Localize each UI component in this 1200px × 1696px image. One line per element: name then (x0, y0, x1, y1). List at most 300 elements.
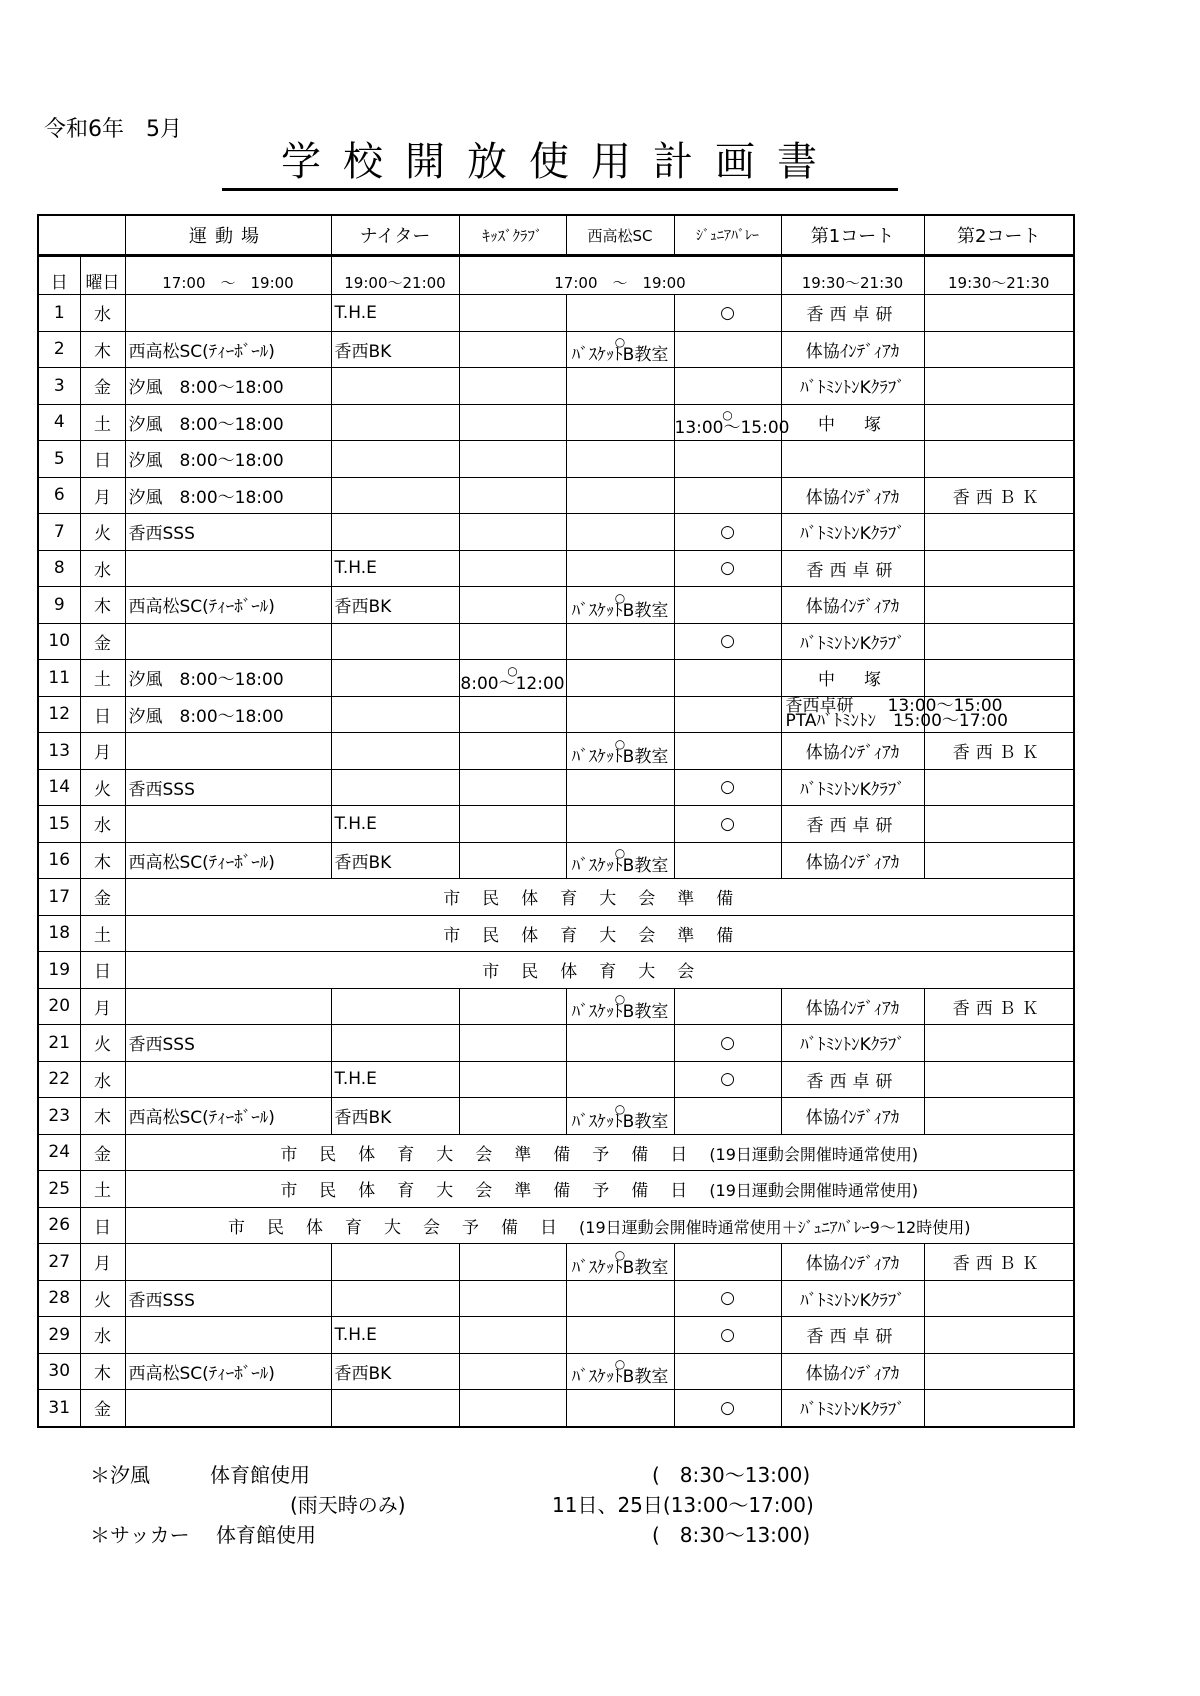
day-cell: 21 (38, 1025, 80, 1062)
kids-cell (459, 1353, 566, 1390)
junior-volley-cell: ○ (674, 623, 781, 660)
court2-cell (924, 1280, 1074, 1317)
day-cell: 9 (38, 587, 80, 624)
court1-cell: ﾊﾞﾄﾐﾝﾄﾝKｸﾗﾌﾞ (781, 1280, 924, 1317)
weekday-cell: 金 (80, 1390, 125, 1427)
court2-cell: 香西ＢＫ (924, 988, 1074, 1025)
weekday-cell: 日 (80, 441, 125, 478)
junior-volley-cell (674, 660, 781, 697)
ground-cell (125, 733, 331, 770)
table-row (38, 806, 1074, 843)
day-cell: 7 (38, 514, 80, 551)
day-cell: 29 (38, 1317, 80, 1354)
ground-cell: 汐風 8:00～18:00 (125, 660, 331, 697)
court2-cell (924, 1390, 1074, 1427)
weekday-cell: 日 (80, 696, 125, 733)
court2-cell (924, 769, 1074, 806)
court1-cell: 香西卓研 (781, 1317, 924, 1354)
junior-volley-cell (674, 1098, 781, 1135)
kids-cell (459, 477, 566, 514)
sc-cell (566, 1317, 674, 1354)
sc-cell: ○ ﾊﾞｽｹｯﾄB教室 (566, 842, 674, 879)
kids-cell (459, 842, 566, 879)
weekday-cell: 土 (80, 660, 125, 697)
table-row (38, 1317, 1074, 1354)
col-nishitakamatsu: 西高松SC (566, 215, 674, 256)
junior-volley-cell (674, 696, 781, 733)
court2-cell (924, 1061, 1074, 1098)
note-soccer-time: ( 8:30～13:00) (652, 1523, 811, 1547)
ground-cell: 香西SSS (125, 1025, 331, 1062)
court2-cell (924, 1353, 1074, 1390)
col-ground: 運動場 (125, 215, 331, 256)
court1-cell: 体協ｲﾝﾃﾞｨｱｶ (781, 1353, 924, 1390)
table-row (38, 769, 1074, 806)
weekday-cell: 水 (80, 295, 125, 332)
sc-cell (566, 368, 674, 405)
day-cell: 26 (38, 1207, 80, 1244)
court1-cell: 香西卓研 (781, 1061, 924, 1098)
weekday-cell: 木 (80, 1098, 125, 1135)
junior-volley-cell (674, 842, 781, 879)
kids-time: 8:00～12:00 (460, 673, 565, 694)
event-cell (125, 915, 1074, 952)
sc-label: ﾊﾞｽｹｯﾄB教室 (571, 345, 669, 366)
nighter-cell (331, 514, 459, 551)
weekday-cell: 木 (80, 331, 125, 368)
junior-volley-cell: ○ (674, 1061, 781, 1098)
ground-cell (125, 1061, 331, 1098)
weekday-cell: 水 (80, 1061, 125, 1098)
table-row (38, 477, 1074, 514)
court2-cell (924, 1098, 1074, 1135)
weekday-cell: 月 (80, 477, 125, 514)
header-row (38, 215, 1074, 256)
weekday-cell: 水 (80, 550, 125, 587)
weekday-cell: 日 (80, 952, 125, 989)
table-row (38, 404, 1074, 441)
sc-label: ﾊﾞｽｹｯﾄB教室 (571, 856, 669, 877)
sc-cell (566, 623, 674, 660)
kids-cell (459, 368, 566, 405)
sc-cell (566, 514, 674, 551)
nighter-cell: T.H.E (331, 1061, 459, 1098)
junior-volley-cell (674, 368, 781, 405)
event-cell (125, 1207, 1074, 1244)
table-row (38, 1098, 1074, 1135)
sc-cell (566, 1390, 674, 1427)
ground-cell: 西高松SC(ﾃｨｰﾎﾞｰﾙ) (125, 1353, 331, 1390)
weekday-cell: 金 (80, 368, 125, 405)
court2-cell (924, 295, 1074, 332)
day-cell: 17 (38, 879, 80, 916)
weekday-cell: 木 (80, 1353, 125, 1390)
sc-cell (566, 441, 674, 478)
ground-cell: 西高松SC(ﾃｨｰﾎﾞｰﾙ) (125, 842, 331, 879)
weekday-cell: 火 (80, 1280, 125, 1317)
table-row (38, 1280, 1074, 1317)
sc-cell (566, 550, 674, 587)
court1-cell: ﾊﾞﾄﾐﾝﾄﾝKｸﾗﾌﾞ (781, 1025, 924, 1062)
table-row (38, 1207, 1074, 1244)
ground-cell: 香西SSS (125, 1280, 331, 1317)
ground-cell (125, 1390, 331, 1427)
sc-label: ﾊﾞｽｹｯﾄB教室 (571, 1257, 669, 1278)
junior-volley-cell: ○ (674, 1280, 781, 1317)
weekday-header: 曜日 (80, 256, 125, 295)
weekday-cell: 土 (80, 404, 125, 441)
junior-volley-cell: ○ (674, 514, 781, 551)
table-row (38, 988, 1074, 1025)
nighter-cell (331, 1280, 459, 1317)
event-cell (125, 1134, 1074, 1171)
ground-cell (125, 1317, 331, 1354)
weekday-cell: 金 (80, 1134, 125, 1171)
weekday-cell: 水 (80, 806, 125, 843)
sc-cell: ○ ﾊﾞｽｹｯﾄB教室 (566, 331, 674, 368)
kids-cell (459, 1280, 566, 1317)
junior-volley-cell: ○ (674, 295, 781, 332)
kids-cell (459, 587, 566, 624)
event-title: 市民体育大会準備 (443, 889, 756, 910)
kids-cell (459, 769, 566, 806)
junior-volley-cell (674, 1244, 781, 1281)
note-shiokaze-time: ( 8:30～13:00) (652, 1463, 811, 1487)
kids-cell (459, 441, 566, 478)
sc-label: ﾊﾞｽｹｯﾄB教室 (571, 1002, 669, 1023)
header-blank (38, 215, 125, 256)
court1-cell: 香西卓研 (781, 550, 924, 587)
event-title: 市民体育大会 (482, 962, 717, 983)
sc-cell: ○ ﾊﾞｽｹｯﾄB教室 (566, 587, 674, 624)
junior-volley-cell: ○ (674, 769, 781, 806)
sc-cell (566, 696, 674, 733)
sc-cell: ○ ﾊﾞｽｹｯﾄB教室 (566, 988, 674, 1025)
nighter-cell: 香西BK (331, 842, 459, 879)
event-title: 市民体育大会準備 (443, 925, 756, 946)
nighter-time: 19:00～21:00 (331, 256, 459, 295)
sc-cell (566, 477, 674, 514)
junior-volley-cell (674, 477, 781, 514)
table-row (38, 842, 1074, 879)
day-cell: 10 (38, 623, 80, 660)
kids-cell (459, 696, 566, 733)
court2-time: 19:30～21:30 (924, 256, 1074, 295)
court2-cell (924, 623, 1074, 660)
table-row (38, 1390, 1074, 1427)
schedule-table (37, 214, 1075, 1428)
kids-sc-time: 17:00 ～ 19:00 (459, 256, 781, 295)
court1-cell: 香西卓研 13:00～15:00 PTAﾊﾞﾄﾐﾝﾄﾝ 15:00～17:00 (781, 696, 924, 733)
note-rain: (雨天時のみ) (290, 1493, 406, 1517)
day-cell: 20 (38, 988, 80, 1025)
day-cell: 6 (38, 477, 80, 514)
court2-cell (924, 514, 1074, 551)
junior-volley-cell: ○ (674, 806, 781, 843)
court1-cell: 香西卓研 (781, 806, 924, 843)
court1-cell: 体協ｲﾝﾃﾞｨｱｶ (781, 1244, 924, 1281)
sc-cell: ○ ﾊﾞｽｹｯﾄB教室 (566, 1353, 674, 1390)
court2-cell (924, 331, 1074, 368)
court1-cell: 体協ｲﾝﾃﾞｨｱｶ (781, 587, 924, 624)
event-title: 市民体育大会予備日 (228, 1217, 580, 1238)
court1-cell: 体協ｲﾝﾃﾞｨｱｶ (781, 842, 924, 879)
sc-cell (566, 404, 674, 441)
court1-cell: 体協ｲﾝﾃﾞｨｱｶ (781, 477, 924, 514)
kids-cell (459, 1317, 566, 1354)
table-row (38, 660, 1074, 697)
table-row (38, 1244, 1074, 1281)
kids-cell (459, 550, 566, 587)
day-cell: 3 (38, 368, 80, 405)
sc-label: ﾊﾞｽｹｯﾄB教室 (571, 600, 669, 621)
court1-cell: ﾊﾞﾄﾐﾝﾄﾝKｸﾗﾌﾞ (781, 1390, 924, 1427)
sc-cell (566, 660, 674, 697)
day-cell: 27 (38, 1244, 80, 1281)
court2-cell (924, 806, 1074, 843)
court2-cell (924, 404, 1074, 441)
col-junior-volley: ｼﾞｭﾆｱﾊﾞﾚｰ (674, 215, 781, 256)
table-row (38, 550, 1074, 587)
event-cell (125, 1171, 1074, 1208)
ground-cell: 汐風 8:00～18:00 (125, 477, 331, 514)
weekday-cell: 月 (80, 988, 125, 1025)
ground-cell (125, 295, 331, 332)
sc-cell: ○ ﾊﾞｽｹｯﾄB教室 (566, 1098, 674, 1135)
kids-cell (459, 623, 566, 660)
court2-cell (924, 842, 1074, 879)
kids-cell (459, 806, 566, 843)
court1-cell: ﾊﾞﾄﾐﾝﾄﾝKｸﾗﾌﾞ (781, 769, 924, 806)
table-row (38, 623, 1074, 660)
nighter-cell (331, 988, 459, 1025)
kids-cell (459, 988, 566, 1025)
nighter-cell: T.H.E (331, 806, 459, 843)
junior-volley-cell: ○ (674, 550, 781, 587)
kids-cell (459, 331, 566, 368)
court1-cell: 中 塚 (781, 404, 924, 441)
ground-cell: 香西SSS (125, 769, 331, 806)
weekday-cell: 水 (80, 1317, 125, 1354)
col-court2: 第2コート (924, 215, 1074, 256)
table-row (38, 733, 1074, 770)
nighter-cell (331, 623, 459, 660)
day-cell: 2 (38, 331, 80, 368)
footer-notes (90, 1460, 1090, 1550)
nighter-cell: T.H.E (331, 550, 459, 587)
court1-cell: 体協ｲﾝﾃﾞｨｱｶ (781, 331, 924, 368)
court1-cell: ﾊﾞﾄﾐﾝﾄﾝKｸﾗﾌﾞ (781, 514, 924, 551)
nighter-cell: 香西BK (331, 1098, 459, 1135)
table-row (38, 587, 1074, 624)
court1-cell (781, 441, 924, 478)
time-row (38, 256, 1074, 295)
ground-cell (125, 988, 331, 1025)
court1-cell: 香西卓研 (781, 295, 924, 332)
day-cell: 16 (38, 842, 80, 879)
table-row (38, 915, 1074, 952)
court2-cell (924, 1025, 1074, 1062)
ground-cell: 汐風 8:00～18:00 (125, 368, 331, 405)
ground-cell: 西高松SC(ﾃｨｰﾎﾞｰﾙ) (125, 331, 331, 368)
day-cell: 8 (38, 550, 80, 587)
kids-cell (459, 1098, 566, 1135)
table-row (38, 295, 1074, 332)
ground-cell: 香西SSS (125, 514, 331, 551)
day-cell: 30 (38, 1353, 80, 1390)
junior-volley-cell: ○ (674, 1390, 781, 1427)
event-cell (125, 879, 1074, 916)
note-rain-time: 11日、25日(13:00～17:00) (552, 1493, 814, 1517)
kids-cell (459, 1025, 566, 1062)
nighter-cell: T.H.E (331, 1317, 459, 1354)
court2-cell: 香西ＢＫ (924, 477, 1074, 514)
junior-volley-cell (674, 988, 781, 1025)
nighter-cell (331, 1244, 459, 1281)
event-cell (125, 952, 1074, 989)
ground-cell: 西高松SC(ﾃｨｰﾎﾞｰﾙ) (125, 1098, 331, 1135)
day-cell: 11 (38, 660, 80, 697)
sc-cell (566, 806, 674, 843)
sc-cell (566, 769, 674, 806)
nighter-cell (331, 441, 459, 478)
table-row (38, 441, 1074, 478)
court2-cell (924, 1317, 1074, 1354)
table-row (38, 879, 1074, 916)
junior-time: 13:00～15:00 (674, 418, 790, 439)
note-shiokaze: ＊汐風 体育館使用 (90, 1463, 310, 1487)
court2-cell: 香西ＢＫ (924, 733, 1074, 770)
table-row (38, 514, 1074, 551)
junior-volley-cell: ○ 13:00～15:00 (674, 404, 781, 441)
sc-cell (566, 1061, 674, 1098)
junior-volley-cell: ○ (674, 1025, 781, 1062)
ground-cell: 西高松SC(ﾃｨｰﾎﾞｰﾙ) (125, 587, 331, 624)
day-cell: 14 (38, 769, 80, 806)
weekday-cell: 火 (80, 769, 125, 806)
court1-cell: 体協ｲﾝﾃﾞｨｱｶ (781, 988, 924, 1025)
col-nighter: ナイター (331, 215, 459, 256)
day-cell: 12 (38, 696, 80, 733)
table-row (38, 1353, 1074, 1390)
ground-cell (125, 1244, 331, 1281)
day-cell: 5 (38, 441, 80, 478)
kids-cell (459, 1390, 566, 1427)
day-cell: 22 (38, 1061, 80, 1098)
table-row (38, 1061, 1074, 1098)
nighter-cell (331, 660, 459, 697)
ground-cell: 汐風 8:00～18:00 (125, 404, 331, 441)
sc-label: ﾊﾞｽｹｯﾄB教室 (571, 1111, 669, 1132)
event-note: (19日運動会開催時通常使用) (709, 1181, 919, 1201)
kids-cell: ○ 8:00～12:00 (459, 660, 566, 697)
note-soccer: ＊サッカー 体育館使用 (90, 1523, 316, 1547)
nighter-cell: 香西BK (331, 1353, 459, 1390)
weekday-cell: 火 (80, 1025, 125, 1062)
weekday-cell: 土 (80, 915, 125, 952)
ground-cell: 汐風 8:00～18:00 (125, 441, 331, 478)
court1-cell: ﾊﾞﾄﾐﾝﾄﾝKｸﾗﾌﾞ (781, 623, 924, 660)
event-note: (19日運動会開催時通常使用＋ｼﾞｭﾆｱﾊﾞﾚｰ9～12時使用) (579, 1217, 971, 1237)
weekday-cell: 木 (80, 587, 125, 624)
weekday-cell: 火 (80, 514, 125, 551)
nighter-cell (331, 733, 459, 770)
nighter-cell: 香西BK (331, 587, 459, 624)
day-cell: 19 (38, 952, 80, 989)
day-header: 日 (38, 256, 80, 295)
sc-label: ﾊﾞｽｹｯﾄB教室 (571, 746, 669, 767)
court1-cell: ﾊﾞﾄﾐﾝﾄﾝKｸﾗﾌﾞ (781, 368, 924, 405)
day-cell: 28 (38, 1280, 80, 1317)
court1-cell: 体協ｲﾝﾃﾞｨｱｶ (781, 733, 924, 770)
court1-cell: 体協ｲﾝﾃﾞｨｱｶ (781, 1098, 924, 1135)
day-cell: 18 (38, 915, 80, 952)
sc-cell: ○ ﾊﾞｽｹｯﾄB教室 (566, 1244, 674, 1281)
nighter-cell: 香西BK (331, 331, 459, 368)
day-cell: 31 (38, 1390, 80, 1427)
ground-cell (125, 806, 331, 843)
day-cell: 4 (38, 404, 80, 441)
day-cell: 13 (38, 733, 80, 770)
table-row (38, 1171, 1074, 1208)
table-row (38, 1134, 1074, 1171)
event-note: (19日運動会開催時通常使用) (709, 1144, 919, 1164)
ground-cell (125, 550, 331, 587)
court1-cell: 中 塚 (781, 660, 924, 697)
weekday-cell: 金 (80, 623, 125, 660)
table-row (38, 696, 1074, 733)
col-kids: ｷｯｽﾞｸﾗﾌﾞ (459, 215, 566, 256)
table-row (38, 952, 1074, 989)
court2-cell (924, 660, 1074, 697)
day-cell: 24 (38, 1134, 80, 1171)
kids-cell (459, 404, 566, 441)
junior-volley-cell (674, 441, 781, 478)
event-title: 市民体育大会準備予備日 (280, 1144, 710, 1165)
weekday-cell: 月 (80, 733, 125, 770)
kids-cell (459, 1244, 566, 1281)
day-cell: 15 (38, 806, 80, 843)
ground-time: 17:00 ～ 19:00 (125, 256, 331, 295)
event-title: 市民体育大会準備予備日 (280, 1181, 710, 1202)
kids-cell (459, 295, 566, 332)
sc-cell (566, 1025, 674, 1062)
sc-cell: ○ ﾊﾞｽｹｯﾄB教室 (566, 733, 674, 770)
nighter-cell (331, 404, 459, 441)
junior-volley-cell (674, 587, 781, 624)
junior-volley-cell (674, 331, 781, 368)
table-row (38, 1025, 1074, 1062)
weekday-cell: 月 (80, 1244, 125, 1281)
court2-cell (924, 368, 1074, 405)
weekday-cell: 土 (80, 1171, 125, 1208)
court2-cell (924, 587, 1074, 624)
junior-volley-cell (674, 733, 781, 770)
weekday-cell: 日 (80, 1207, 125, 1244)
table-row (38, 368, 1074, 405)
nighter-cell (331, 368, 459, 405)
court1-time: 19:30～21:30 (781, 256, 924, 295)
weekday-cell: 金 (80, 879, 125, 916)
nighter-cell (331, 769, 459, 806)
court2-cell: 香西ＢＫ (924, 1244, 1074, 1281)
court2-cell (924, 441, 1074, 478)
day-cell: 25 (38, 1171, 80, 1208)
weekday-cell: 木 (80, 842, 125, 879)
ground-cell (125, 623, 331, 660)
sc-cell (566, 295, 674, 332)
sc-label: ﾊﾞｽｹｯﾄB教室 (571, 1367, 669, 1388)
